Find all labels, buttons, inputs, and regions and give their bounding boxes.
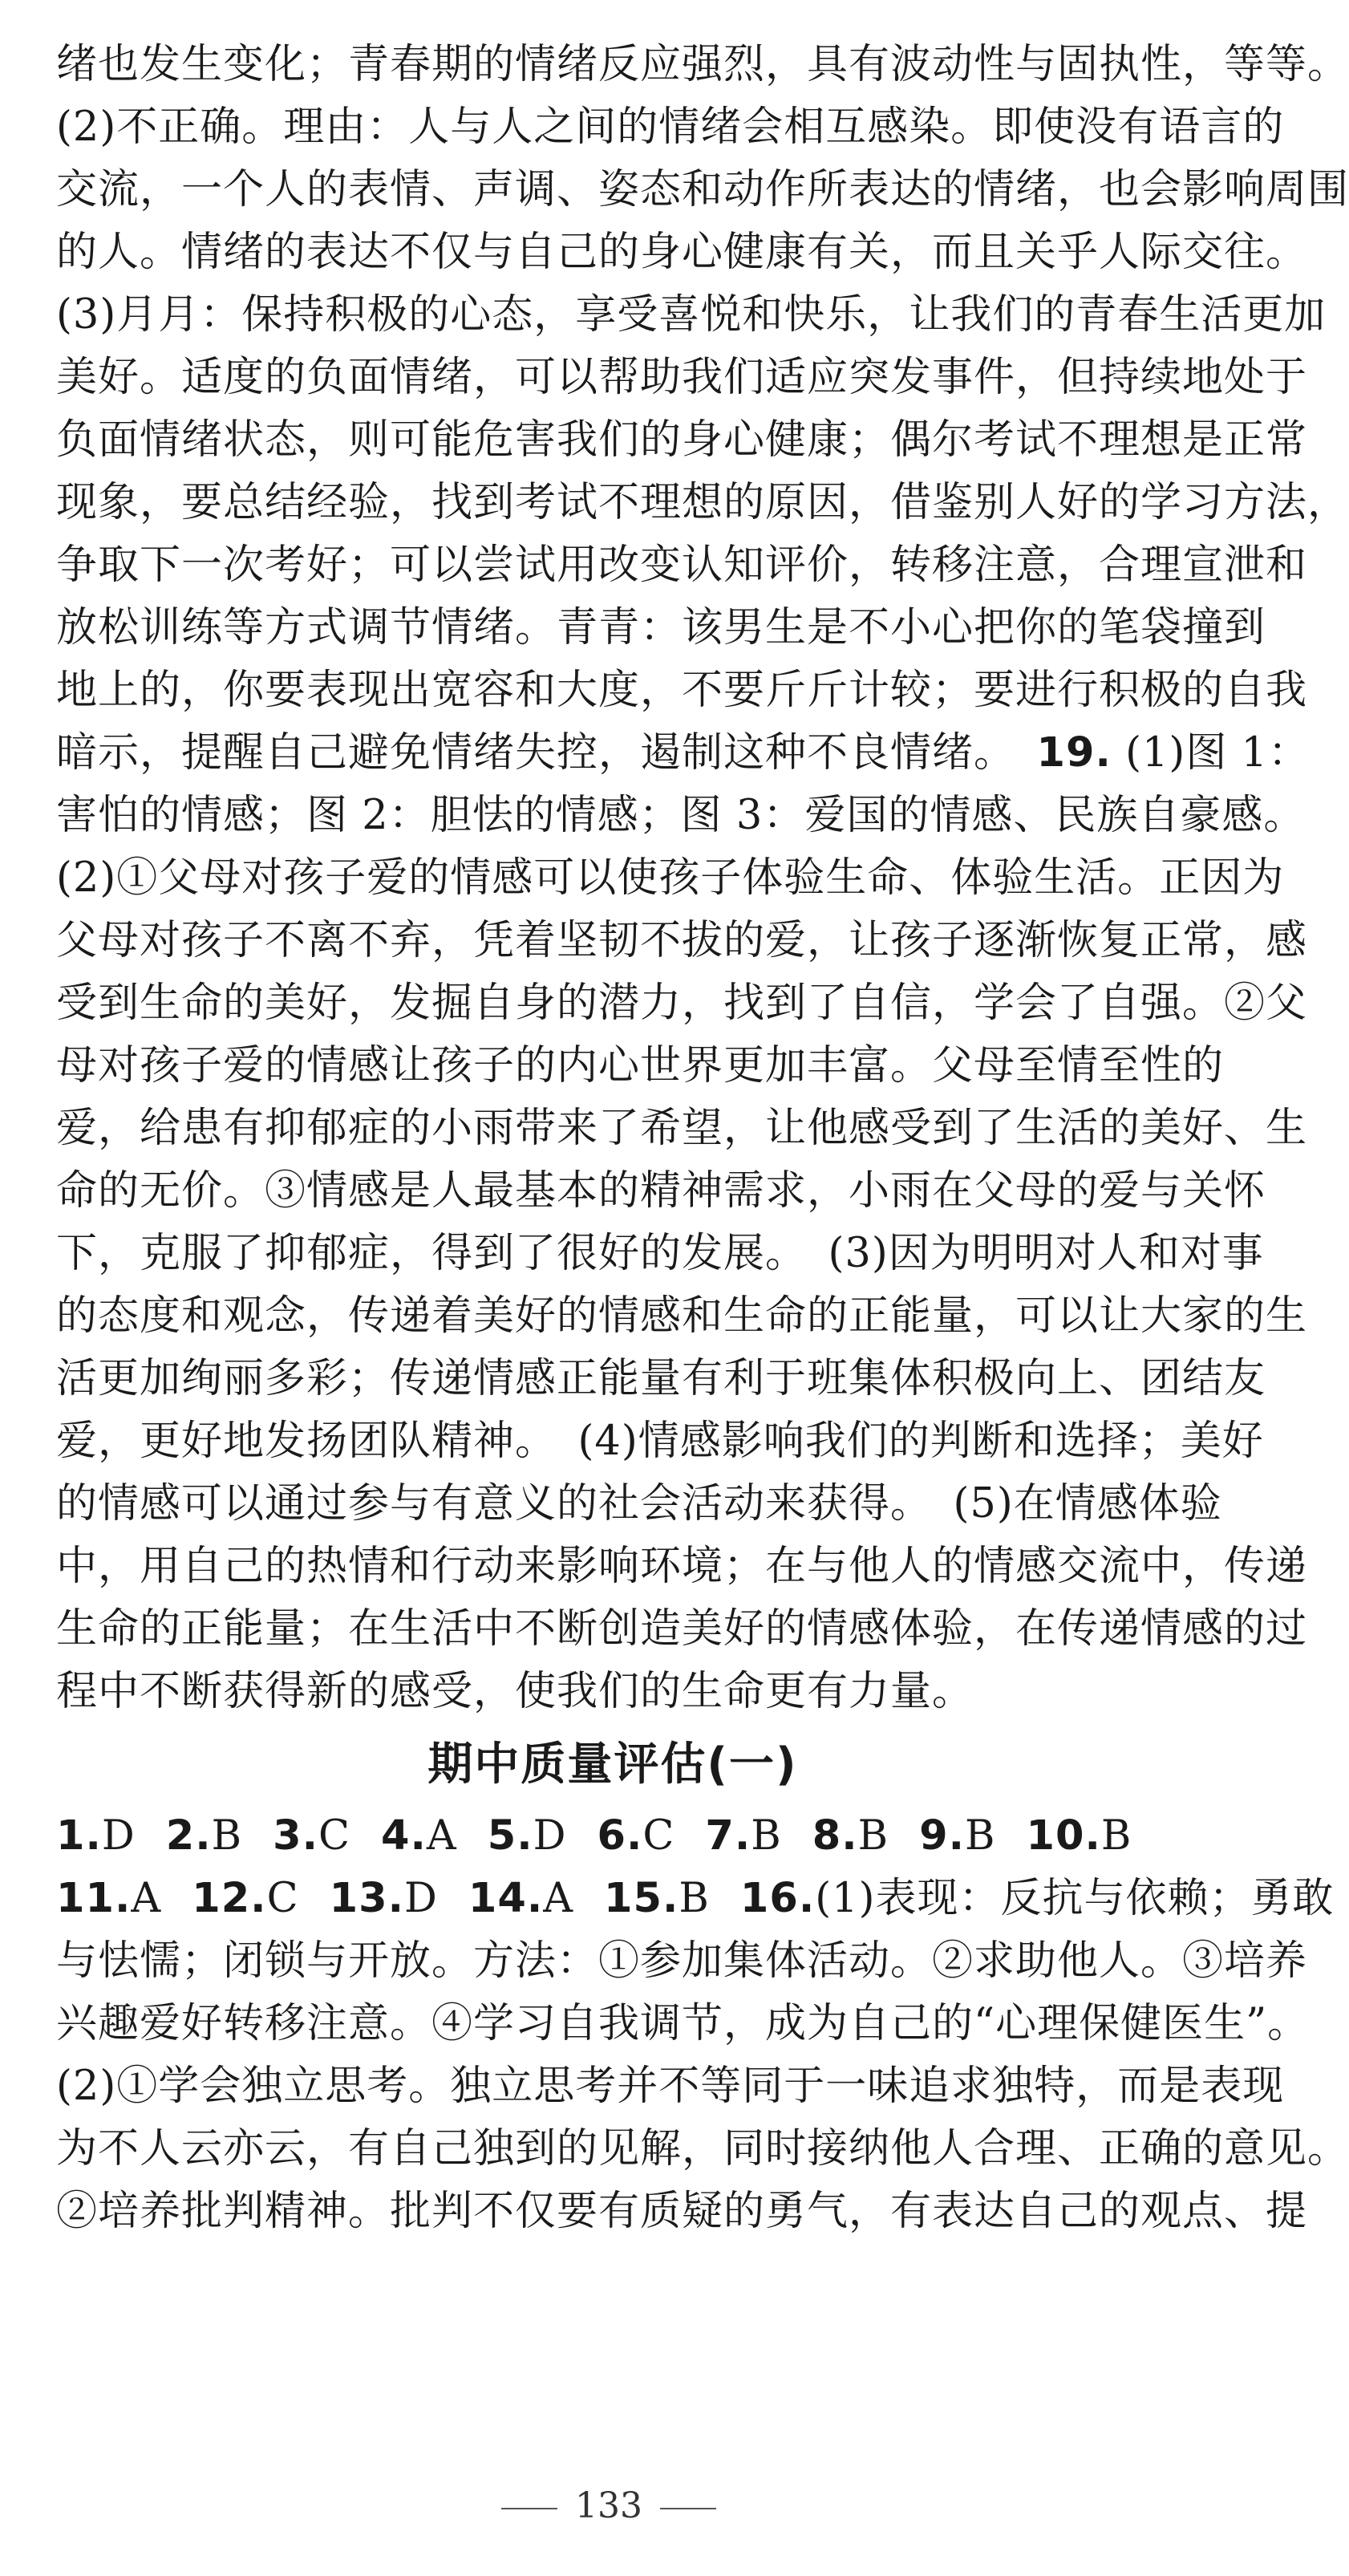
question-number: 8.: [812, 1812, 858, 1860]
answer-item: [812, 1805, 889, 1868]
text-line: 程中不断获得新的感受，使我们的生命更有力量。: [56, 1668, 974, 1715]
question-number: 14.: [468, 1875, 544, 1922]
answer-letter: A: [426, 1812, 457, 1860]
section-title: 期中质量评估(一): [427, 1738, 798, 1791]
text-line: 生命的正能量；在生活中不断创造美好的情感体验，在传递情感的过: [56, 1605, 1308, 1653]
text-line: 的人。情绪的表达不仅与自己的身心健康有关，而且关乎人际交往。: [56, 229, 1308, 276]
text-line: 爱，给患有抑郁症的小雨带来了希望，让他感受到了生活的美好、生: [56, 1105, 1308, 1152]
answer-item: [468, 1868, 573, 1930]
text-line: 为不人云亦云，有自己独到的见解，同时接纳他人合理、正确的意见。: [56, 2125, 1349, 2172]
text-line: 美好。适度的负面情绪，可以帮助我们适应突发事件，但持续地处于: [56, 354, 1308, 401]
answer-item: [919, 1805, 995, 1868]
question-number: 5.: [487, 1812, 533, 1860]
page-number-text: 133: [575, 2485, 642, 2526]
question-number: 3.: [273, 1812, 318, 1860]
question-number: 6.: [597, 1812, 643, 1860]
text-line: 爱，更好地发扬团队精神。 (4)情感影响我们的判断和选择；美好: [56, 1418, 1264, 1465]
answer-letter: A: [131, 1875, 162, 1922]
answer-letter: C: [642, 1812, 675, 1860]
text-line: 暗示，提醒自己避免情绪失控，遏制这种不良情绪。 19. (1)图 1：: [56, 729, 1310, 777]
answer-item: [330, 1868, 438, 1930]
text-line: (2)①父母对孩子爱的情感可以使孩子体验生命、体验生活。正因为: [56, 854, 1285, 902]
text-line: 的情感可以通过参与有意义的社会活动来获得。 (5)在情感体验: [56, 1480, 1222, 1527]
question-number: 2.: [165, 1812, 212, 1860]
text-line: 与怯懦；闭锁与开放。方法：①参加集体活动。②求助他人。③培养: [56, 1937, 1308, 1985]
page-number-dash-left: [501, 2508, 557, 2509]
text-line: 受到生命的美好，发掘自身的潜力，找到了自信，学会了自强。②父: [56, 980, 1308, 1027]
answer-item: [381, 1805, 457, 1868]
answer-letter: D: [533, 1812, 567, 1860]
question-number: 13.: [329, 1875, 404, 1922]
answer-item: [56, 1868, 161, 1930]
page-number-dash-right: [660, 2508, 716, 2509]
text-line: (2)不正确。理由：人与人之间的情绪会相互感染。即使没有语言的: [56, 103, 1285, 151]
text-line: 的态度和观念，传递着美好的情感和生命的正能量，可以让大家的生: [56, 1292, 1308, 1340]
answer-item: [1027, 1805, 1132, 1868]
question-number: 1.: [56, 1812, 102, 1860]
answer-letter: B: [1100, 1812, 1132, 1860]
answer-item: [192, 1868, 298, 1930]
question-number: 16.: [739, 1875, 816, 1922]
answer-letter: B: [965, 1812, 996, 1860]
answer-item: [488, 1805, 567, 1868]
question-number: 7.: [705, 1812, 751, 1860]
text-line: 父母对孩子不离不弃，凭着坚韧不拔的爱，让孩子逐渐恢复正常，感: [56, 917, 1308, 964]
text-line: 母对孩子爱的情感让孩子的内心世界更加丰富。父母至情至性的: [56, 1042, 1225, 1089]
answer-text-block: [56, 34, 1349, 1723]
answer-letter: B: [211, 1812, 243, 1860]
answer-item: [604, 1868, 710, 1930]
text-line: (3)月月：保持积极的心态，享受喜悦和快乐，让我们的青春生活更加: [56, 291, 1327, 339]
text-line: 活更加绚丽多彩；传递情感正能量有利于班集体积极向上、团结友: [56, 1355, 1266, 1402]
answers-row-1: [56, 1805, 1169, 1868]
answer-item: [56, 1805, 136, 1868]
answer-item: [598, 1805, 675, 1868]
answer-letter: B: [857, 1812, 889, 1860]
text-line: 争取下一次考好；可以尝试用改变认知评价，转移注意，合理宣泄和: [56, 542, 1308, 589]
text-line: 中，用自己的热情和行动来影响环境；在与他人的情感交流中，传递: [56, 1543, 1308, 1590]
answers-row-2: [56, 1868, 1335, 1930]
text-line: (2)①学会独立思考。独立思考并不等同于一味追求独特，而是表现: [56, 2063, 1285, 2110]
answer-letter: B: [679, 1875, 710, 1922]
answer-text-block-2: [56, 1930, 1349, 2243]
text-line: 兴趣爱好转移注意。④学习自我调节，成为自己的“心理保健医生”。: [56, 2000, 1310, 2047]
answer-item: [166, 1805, 242, 1868]
question-number: 12.: [192, 1875, 267, 1922]
text-line: ②培养批判精神。批判不仅要有质疑的勇气，有表达自己的观点、提: [56, 2188, 1308, 2235]
question-number: 15.: [604, 1875, 679, 1922]
text-line: 放松训练等方式调节情绪。青青：该男生是不小心把你的笔袋撞到: [56, 604, 1266, 651]
page-number: [0, 2485, 1217, 2526]
text-line: 交流，一个人的表情、声调、姿态和动作所表达的情绪，也会影响周围: [56, 166, 1349, 213]
text-line: 地上的，你要表现出宽容和大度，不要斤斤计较；要进行积极的自我: [56, 667, 1308, 714]
text-line: 命的无价。③情感是人最基本的精神需求，小雨在父母的爱与关怀: [56, 1167, 1266, 1215]
question-number: 10.: [1026, 1812, 1101, 1860]
answer-letter: D: [403, 1875, 438, 1922]
answer-letter: B: [751, 1812, 782, 1860]
text-line: 绪也发生变化；青春期的情绪反应强烈，具有波动性与固执性，等等。: [56, 41, 1349, 88]
answer-letter: A: [543, 1875, 574, 1922]
answer-letter: C: [266, 1875, 299, 1922]
text-line: 现象，要总结经验，找到考试不理想的原因，借鉴别人好的学习方法，: [56, 479, 1349, 526]
answer-letter: C: [318, 1812, 351, 1860]
question-number: 4.: [381, 1812, 427, 1860]
answer-text: (1)表现：反抗与依赖；勇敢: [815, 1875, 1335, 1922]
question-number: 19.: [1036, 729, 1112, 777]
answer-letter: D: [101, 1812, 136, 1860]
answer-item: [273, 1805, 350, 1868]
answer-item: [705, 1805, 781, 1868]
text-line: 害怕的情感；图 2：胆怯的情感；图 3：爱国的情感、民族自豪感。: [56, 792, 1306, 839]
text-line: 负面情绪状态，则可能危害我们的身心健康；偶尔考试不理想是正常: [56, 416, 1308, 464]
question-number: 9.: [919, 1812, 966, 1860]
question-number: 11.: [56, 1875, 132, 1922]
text-line: 下，克服了抑郁症，得到了很好的发展。 (3)因为明明对人和对事: [56, 1230, 1264, 1277]
